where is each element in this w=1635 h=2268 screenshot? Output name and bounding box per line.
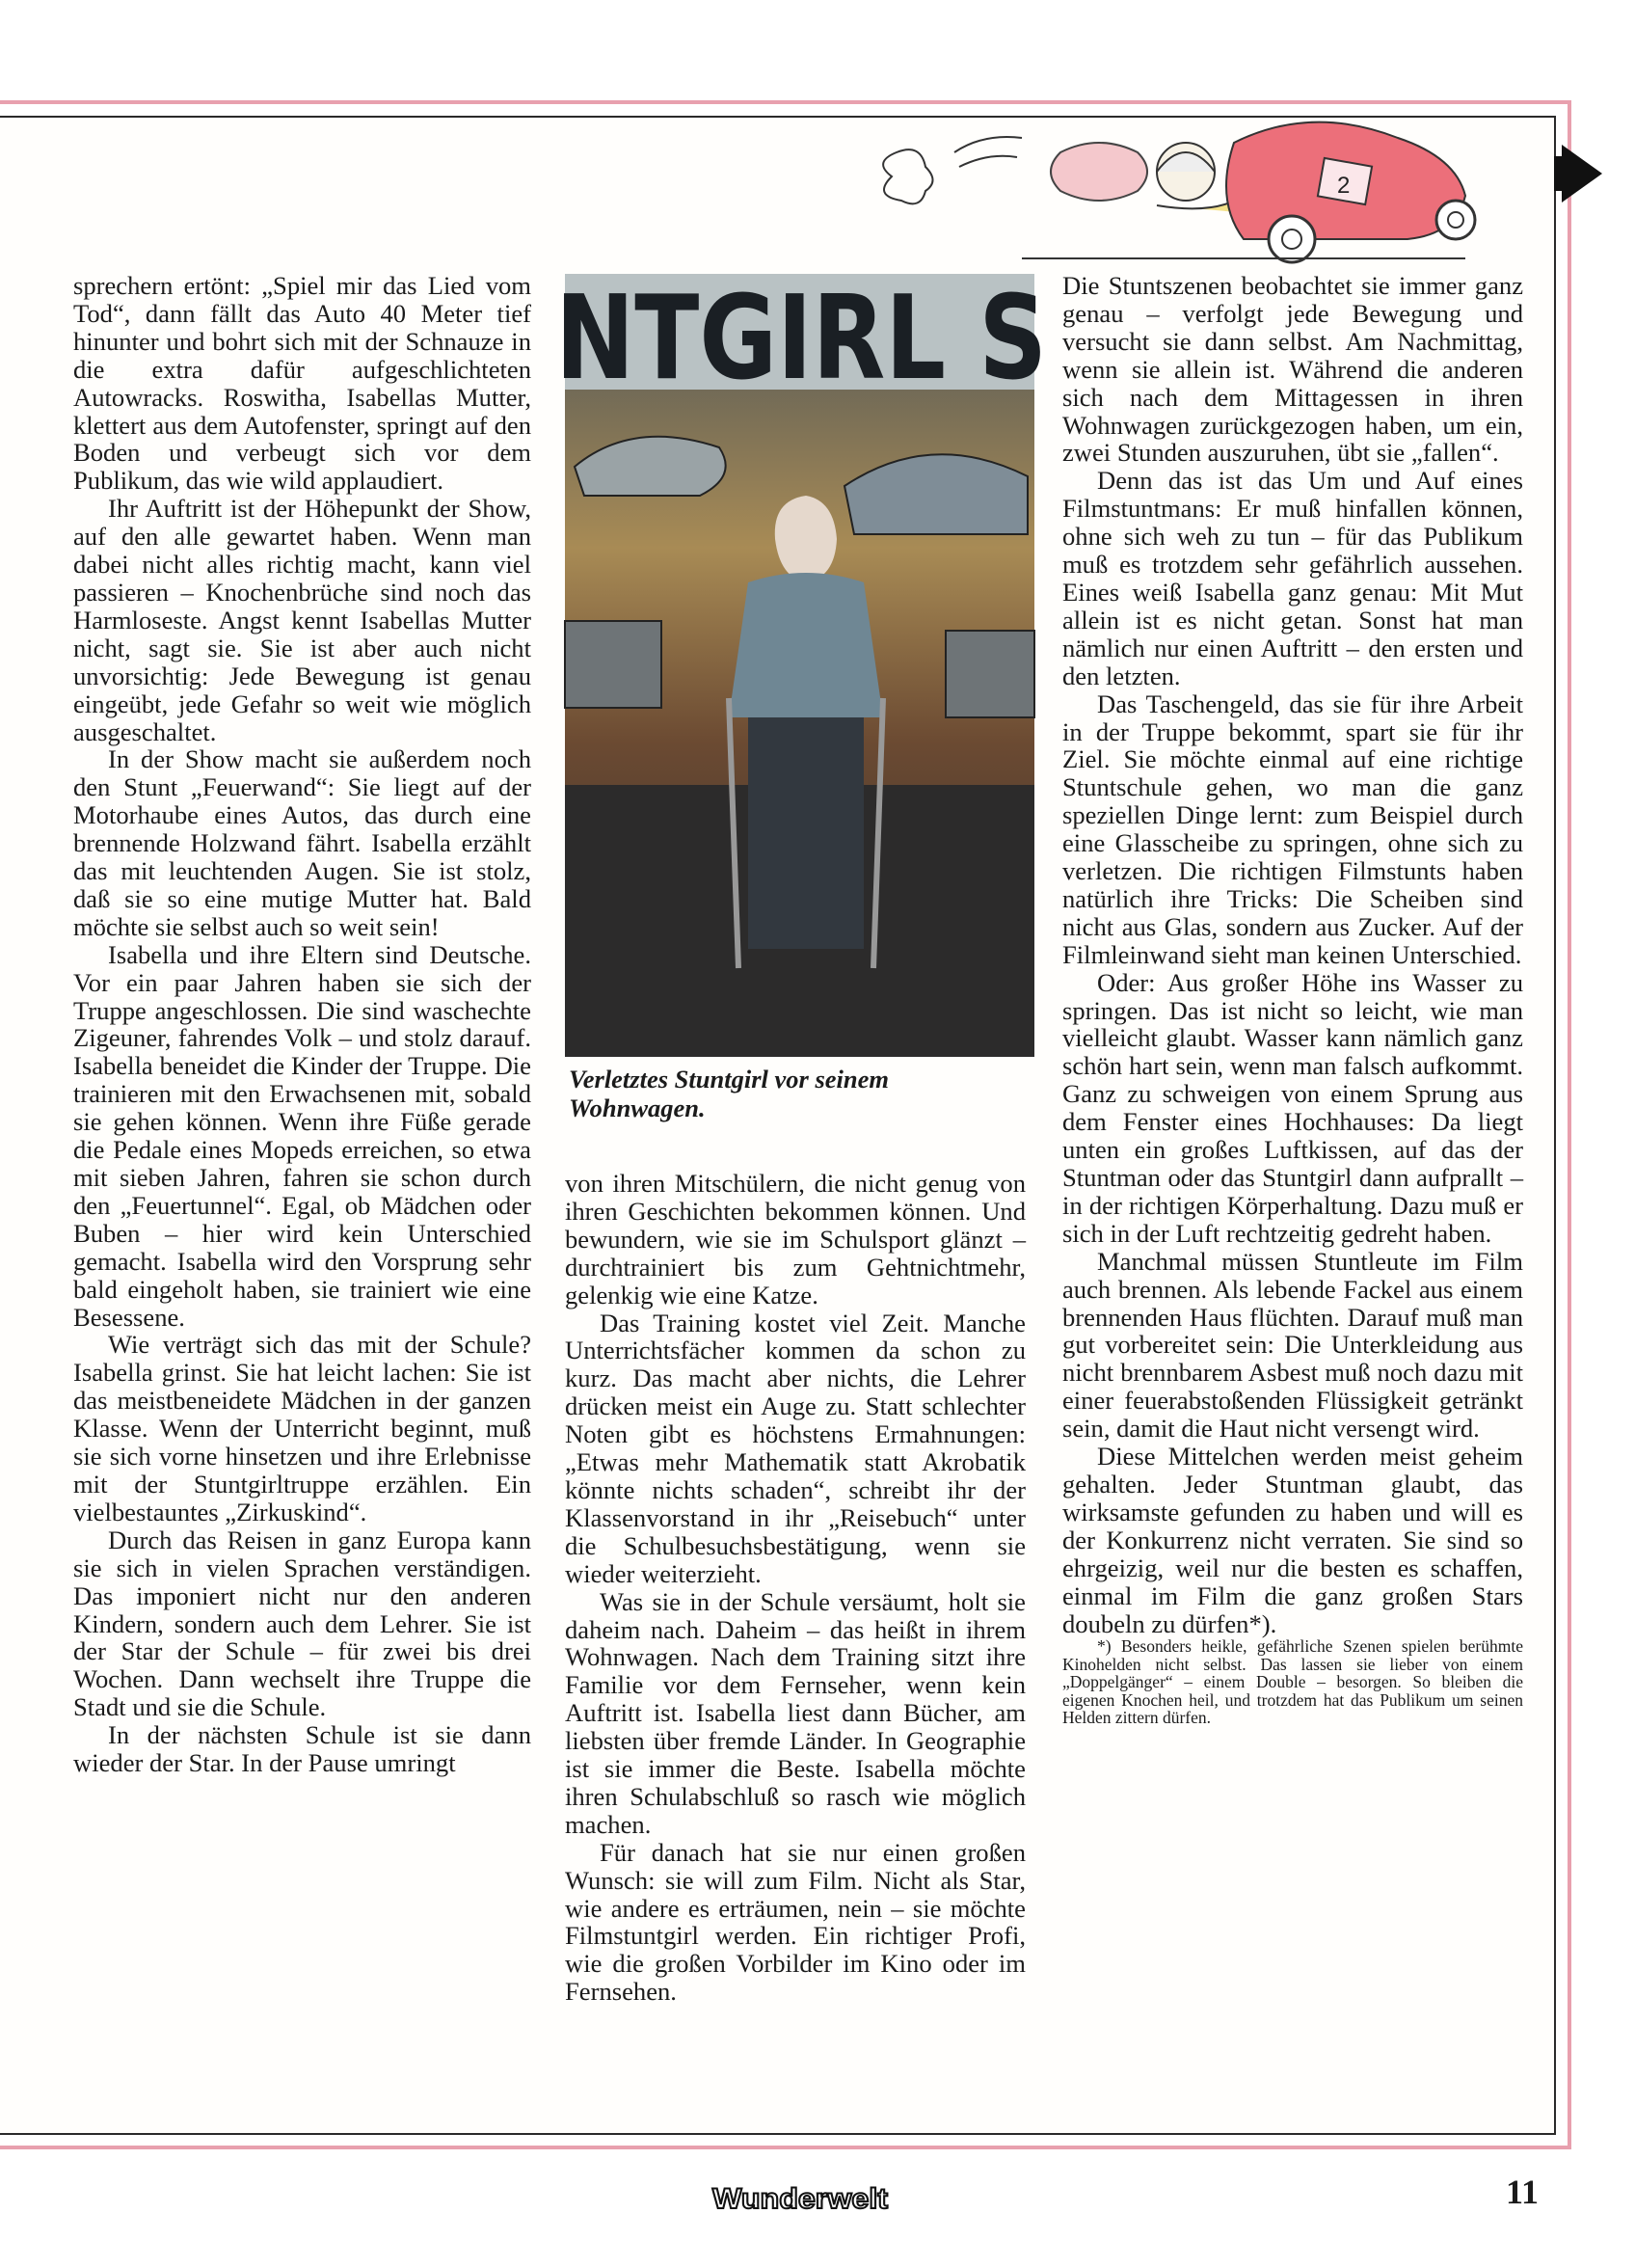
next-page-arrow-icon bbox=[1562, 145, 1602, 202]
paragraph: Das Training kostet viel Zeit. Manche Unterrichtsfächer kommen da schon zu kurz. Das macht aber nichts, die Lehrer drücken meist ein Auge zu. Statt schlechter Noten gibt es höchstens Ermahnungen: „Etwas mehr Mathematik statt Akrobatik könnte nichts schaden“, schreibt ihr der Klassenvorstand in ihr „Reisebuch“ unter die Schulbesuchsbestätigung, wenn sie wieder weiterzieht. bbox=[565, 1308, 1026, 1588]
page-number: 11 bbox=[1506, 2173, 1540, 2211]
paragraph: Das Taschengeld, das sie für ihre Arbeit in der Truppe bekommt, spart sie für ihr Ziel. Sie möchte einmal auf eine richtige Stuntschule gehen, wo man die ganz speziellen Dinge lernt: zum Beispiel durch eine Glasscheibe zu springen, ohne sich zu verletzen. Die richtigen Filmstunts haben natürlich ihre Tricks: Die Scheiben sind nicht aus Glas, sondern aus Zucker. Auf der Filmleinwand sieht man keinen Unterschied. bbox=[1062, 688, 1523, 969]
stuntgirl-photo bbox=[555, 272, 1047, 1057]
footnote: *) Besonders heikle, gefährliche Szenen spielen berühmte Kinohelden nicht selbst. Das lassen sie lieber von einem „Doppelgänger“ – einem Double – besorgen. So bleiben die eigenen Knochen heil, und trotzdem hat das Publikum um seinen Helden zittern dürfen. bbox=[1062, 1636, 1523, 1728]
paragraph: Wie verträgt sich das mit der Schule? Isabella grinst. Sie hat leicht lachen: Sie ist das meistbeneidete Mädchen in der ganzen Klasse. Wenn der Unterricht beginnt, muß sie sich vorne hinsetzen und ihre Erlebnisse mit der Stuntgirltruppe erzählen. Ein vielbestauntes „Zirkuskind“. bbox=[73, 1330, 531, 1526]
paragraph: In der nächsten Schule ist sie dann wieder der Star. In der Pause umringt bbox=[73, 1720, 531, 1778]
paragraph: Die Stuntszenen beobachtet sie immer ganz genau – verfolgt jede Bewegung und versucht sie dann selbst. Am Nachmittag, wenn sie allein ist. Während die anderen sich nach dem Mittagessen in ihren Wohnwagen zurückgezogen haben, um ein, zwei Stunden auszuruhen, übt sie „fallen“. bbox=[1062, 271, 1523, 468]
paragraph: Oder: Aus großer Höhe ins Wasser zu springen. Das ist nicht so leicht, wie man vielleicht glaubt. Wasser kann nämlich ganz schön hart sein, wenn man falsch aufkommt. Ganz zu schweigen von einem Sprung aus dem Fenster eines Hochhauses: Da liegt unten ein großes Luftkissen, auf das der Stuntman oder das Stuntgirl dann aufprallt – in der richtigen Körperhaltung. Dazu muß er sich in der Luft rechtzeitig gedreht haben. bbox=[1062, 967, 1523, 1248]
logo-text: Wunderwelt bbox=[712, 2183, 889, 2215]
article-column-3 bbox=[1062, 272, 1523, 1727]
article-column-2 bbox=[565, 1170, 1026, 2006]
photo-caption: Verletztes Stuntgirl vor seinem Wohnwagen. bbox=[569, 1065, 890, 1122]
car-number: 2 bbox=[1337, 173, 1351, 199]
wunderwelt-logo bbox=[709, 2175, 892, 2220]
paragraph: Isabella und ihre Eltern sind Deutsche. Vor ein paar Jahren haben sie sich der Truppe angeschlossen. Die sind waschechte Zigeuner, fahrendes Volk – und stolz darauf. Isabella beneidet die Kinder der Truppe. Die trainieren mit den Erwachsenen mit, sobald sie gehen können. Wenn ihre Füße gerade die Pedale eines Mopeds erreichen, so etwa mit sieben Jahren, fahren sie schon durch den „Feuertunnel“. Egal, ob Mädchen oder Buben – hier wird kein Unterschied gemacht. Isabella wird den Vorsprung sehr bald eingeholt haben, sie trainiert wie eine Besessene. bbox=[73, 939, 531, 1332]
paragraph: Was sie in der Schule versäumt, holt sie daheim nach. Daheim – das heißt in ihrem Wohnwagen. Nach dem Training sitzt ihre Familie vor dem Fernseher, wenn kein Auftritt ist. Isabella liest dann Bücher, am liebsten über fremde Länder. In Geographie ist sie immer die Beste. Isabella möchte ihren Schulabschluß so rasch wie möglich machen. bbox=[565, 1586, 1026, 1839]
paragraph: von ihren Mitschülern, die nicht genug von ihren Geschichten bekommen können. Und bewundern, wie sie im Schulsport glänzt – durchtrainiert bis zum Gehtnichtmehr, gelenkig wie eine Katze. bbox=[565, 1169, 1026, 1310]
article-column-1 bbox=[73, 272, 531, 1777]
paragraph: In der Show macht sie außerdem noch den Stunt „Feuerwand“: Sie liegt auf der Motorhaube eines Autos, das durch eine brennende Holzwand fährt. Isabella erzählt das mit leuchtenden Augen. Sie ist stolz, daß sie so eine mutige Mutter hat. Bald möchte sie selbst auch so weit sein! bbox=[73, 744, 531, 941]
paragraph: Diese Mittelchen werden meist geheim gehalten. Jeder Stuntman glaubt, das wirksamste gefunden zu haben und will es der Konkurrenz nicht verraten. Sie sind so ehrgeizig, weil nur die besten es schaffen, einmal im Film die ganz großen Stars doubeln zu dürfen*). bbox=[1062, 1442, 1523, 1638]
crash-cartoon-illustration bbox=[868, 114, 1523, 268]
paragraph: Manchmal müssen Stuntleute im Film auch brennen. Als lebende Fackel aus einem brennenden Haus flüchten. Darauf muß man gut vorbereitet sein: Die Unterkleidung aus nicht brennbarem Asbest muß noch dazu mit einer feuerabstoßenden Flüssigkeit getränkt sein, damit die Haut nicht versengt wird. bbox=[1062, 1246, 1523, 1444]
sign-text: NTGIRL S bbox=[555, 272, 1047, 406]
paragraph: Für danach hat sie nur einen großen Wunsch: sie will zum Film. Nicht als Star, wie andere es erträumen, nein – sie möchte Filmstuntgirl werden. Ein richtiger Profi, wie die großen Vorbilder im Kino oder im Fernsehen. bbox=[565, 1837, 1026, 2007]
paragraph: Durch das Reisen in ganz Europa kann sie sich in vielen Sprachen verständigen. Das imponiert nicht nur den anderen Kindern, sondern auch dem Lehrer. Sie ist der Star der Schule – für zwei bis drei Wochen. Dann wechselt ihre Truppe die Stadt und sie die Schule. bbox=[73, 1525, 531, 1722]
paragraph: Denn das ist das Um und Auf eines Filmstuntmans: Er muß hinfallen können, ohne sich weh zu tun – für das Publikum muß es trotzdem sehr gefährlich aussehen. Eines weiß Isabella ganz genau: Mit Mut allein ist es nicht getan. Sonst hat man nämlich nur einen Auftritt – den ersten und den letzten. bbox=[1062, 466, 1523, 690]
paragraph: Ihr Auftritt ist der Höhepunkt der Show, auf den alle gewartet haben. Wenn man dabei nicht alles richtig macht, kann viel passieren – Knochenbrüche sind noch das Harmloseste. Angst kennt Isabellas Mutter nicht, sagt sie. Sie ist aber auch nicht unvorsichtig: Jede Bewegung ist genau eingeübt, jede Gefahr so weit wie möglich ausgeschaltet. bbox=[73, 494, 531, 746]
paragraph: sprechern ertönt: „Spiel mir das Lied vom Tod“, dann fällt das Auto 40 Meter tief hinunter und bohrt sich mit der Schnauze in die extra dafür aufgeschlichteten Autowracks. Roswitha, Isabellas Mutter, klettert aus dem Autofenster, springt auf den Boden und verbeugt sich vor dem Publikum, das wie wild applaudiert. bbox=[73, 271, 531, 496]
